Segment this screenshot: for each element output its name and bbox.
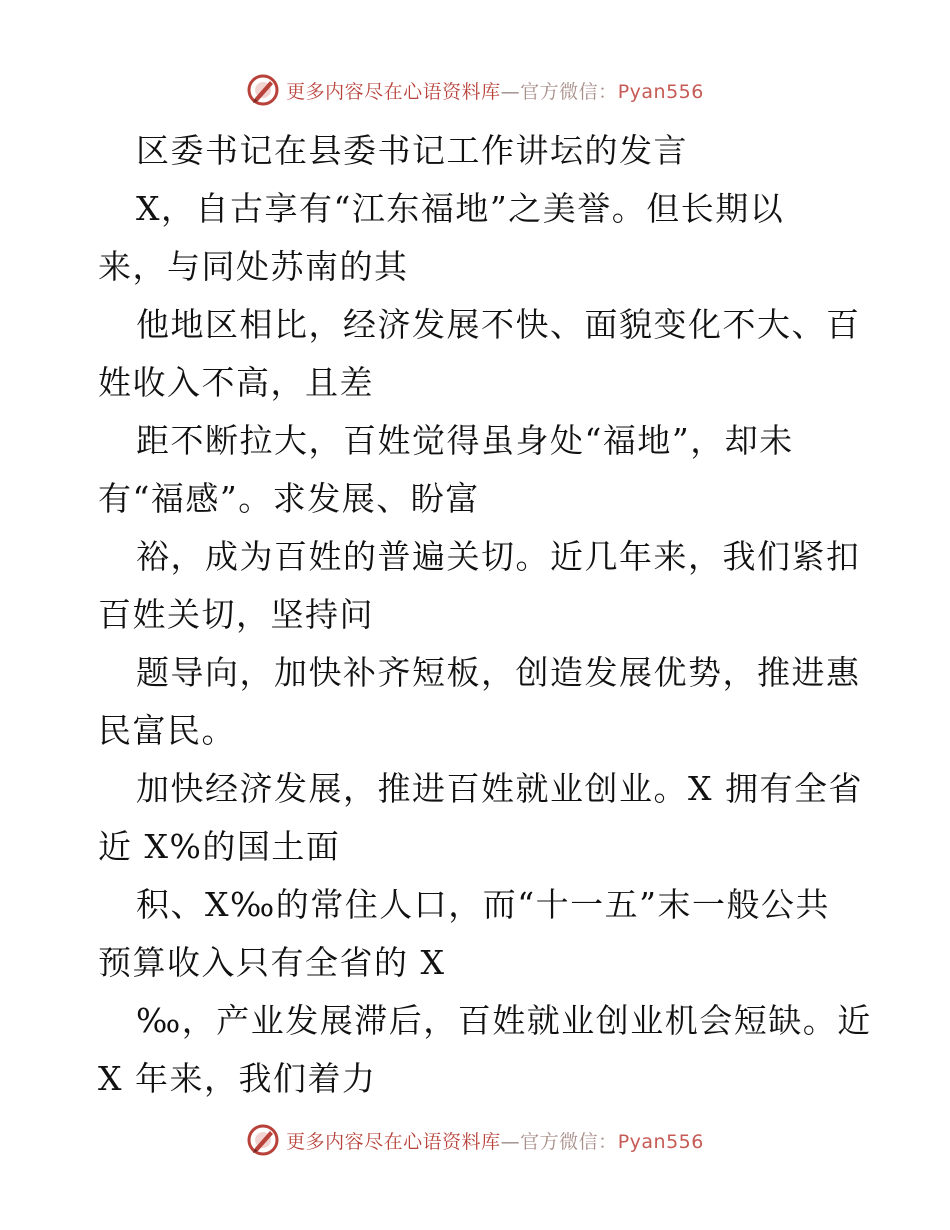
pen-circle-logo-icon bbox=[246, 1123, 280, 1157]
banner-caption bbox=[286, 77, 704, 104]
banner-wechat-handle: Pyan556 bbox=[617, 1130, 704, 1153]
document-line: 裕，成为百姓的普遍关切。近几年来，我们紧扣 bbox=[136, 537, 861, 576]
footer-banner bbox=[0, 1120, 950, 1160]
document-line: 姓收入不高，且差 bbox=[98, 363, 374, 402]
banner-caption bbox=[286, 1127, 704, 1154]
document-line: 积、X‰的常住人口，而“十一五”末一般公共 bbox=[136, 885, 831, 924]
document-line: 民富民。 bbox=[98, 711, 236, 750]
banner-wechat-handle: Pyan556 bbox=[617, 80, 704, 103]
document-line: 区委书记在县委书记工作讲坛的发言 bbox=[136, 131, 688, 170]
document-body bbox=[98, 122, 872, 1108]
document-line: 有“福感”。求发展、盼富 bbox=[98, 479, 480, 518]
document-line: 来，与同处苏南的其 bbox=[98, 247, 409, 286]
document-line: 百姓关切，坚持问 bbox=[98, 595, 374, 634]
banner-main-text: 更多内容尽在心语资料库 bbox=[286, 1130, 501, 1153]
document-line: 近 X%的国土面 bbox=[98, 827, 341, 866]
pen-circle-logo-icon bbox=[246, 73, 280, 107]
document-line: 他地区相比，经济发展不快、面貌变化不大、百 bbox=[136, 305, 861, 344]
document-line: ‰，产业发展滞后，百姓就业创业机会短缺。近 bbox=[136, 1001, 872, 1040]
banner-wechat-label: 官方微信： bbox=[520, 1130, 618, 1153]
document-line: 加快经济发展，推进百姓就业创业。X 拥有全省 bbox=[136, 769, 863, 808]
document-line: 题导向，加快补齐短板，创造发展优势，推进惠 bbox=[136, 653, 861, 692]
banner-wechat-label: 官方微信： bbox=[520, 80, 618, 103]
document-line: 预算收入只有全省的 X bbox=[98, 943, 446, 982]
banner-main-text: 更多内容尽在心语资料库 bbox=[286, 80, 501, 103]
banner-dash: — bbox=[500, 1130, 521, 1153]
document-line: X，自古享有“江东福地”之美誉。但长期以 bbox=[136, 189, 785, 228]
document-line: X 年来，我们着力 bbox=[98, 1059, 377, 1098]
header-banner bbox=[0, 70, 950, 110]
document-line: 距不断拉大，百姓觉得虽身处“福地”，却未 bbox=[136, 421, 794, 460]
banner-dash: — bbox=[500, 80, 521, 103]
